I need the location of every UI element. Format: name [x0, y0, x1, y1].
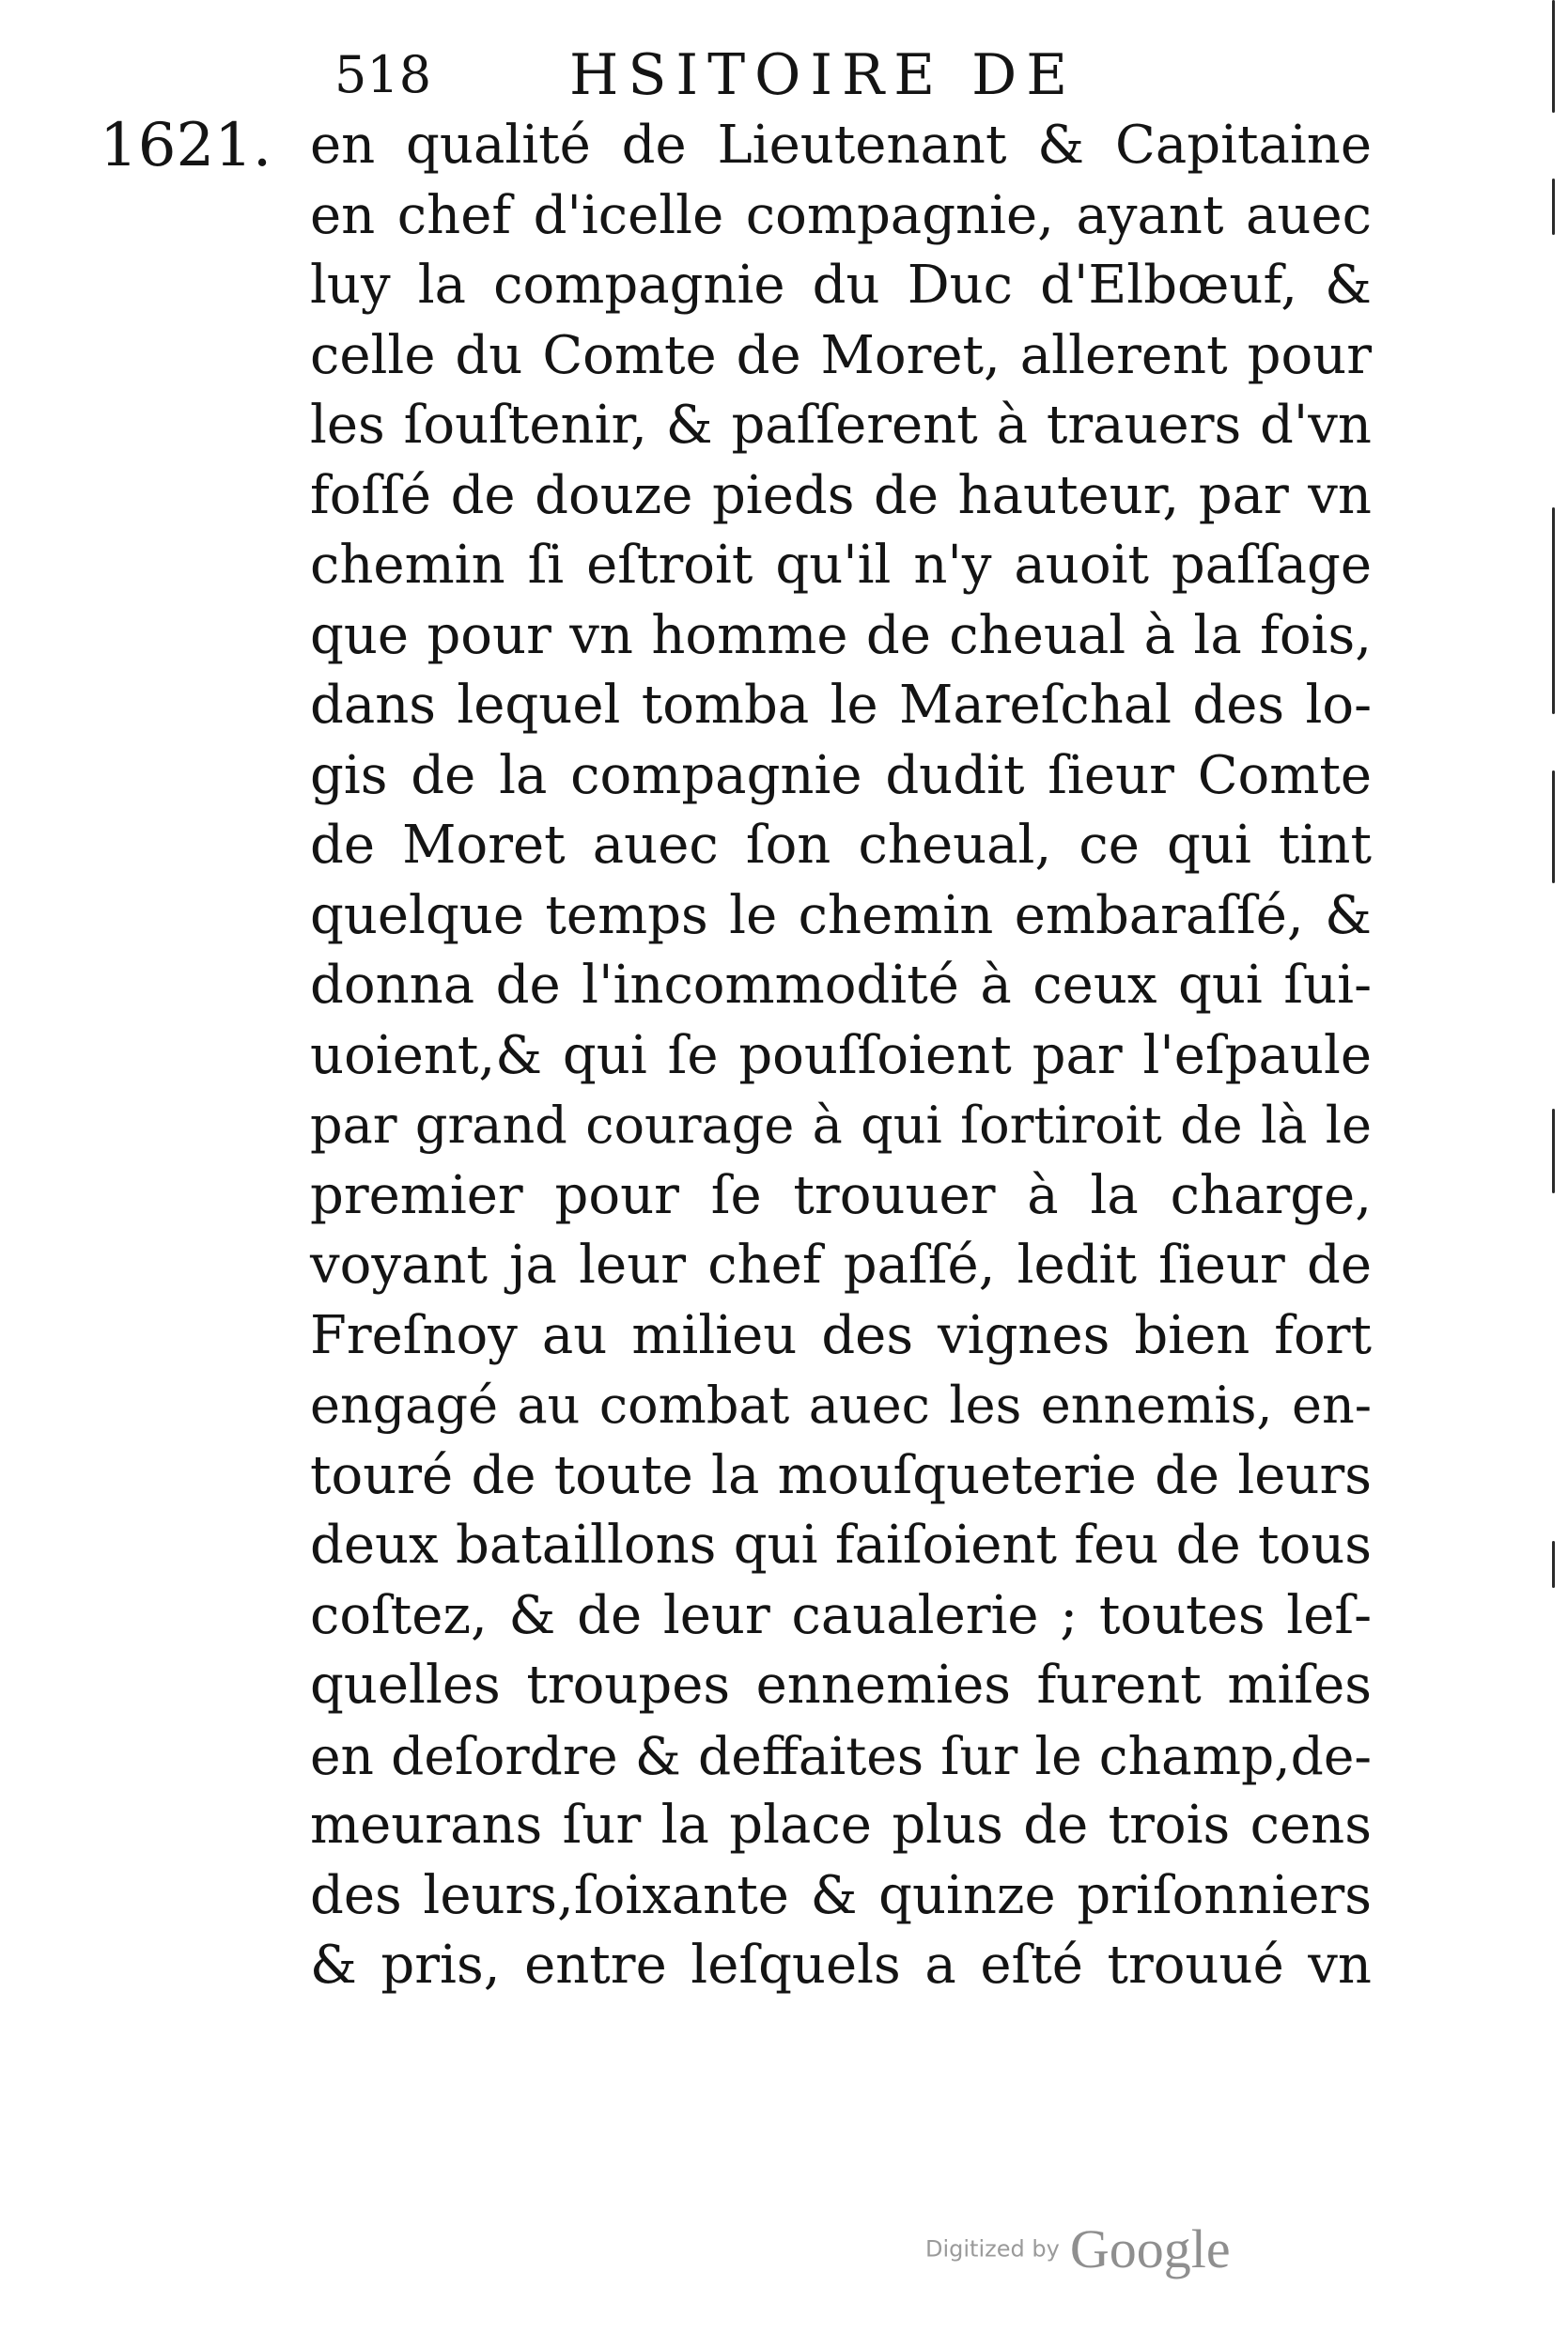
text-line: deux bataillons qui faiſoient feu de tous	[310, 1515, 1372, 1576]
text-line: les ſouſtenir, & paſſerent à trauers d'vn	[310, 395, 1372, 456]
google-logo: Google	[1069, 2218, 1231, 2279]
text-line: que pour vn homme de cheual à la fois,	[310, 604, 1372, 666]
text-line: celle du Comte de Moret, allerent pour	[310, 324, 1372, 386]
text-line: voyant ja leur chef paſſé, ledit ſieur de	[310, 1235, 1372, 1296]
text-line: meurans ſur la place plus de trois cens	[310, 1795, 1372, 1856]
text-line: luy la compagnie du Duc d'Elbœuf, &	[310, 255, 1372, 316]
text-line: en qualité de Lieutenant & Capitaine	[310, 115, 1372, 176]
text-line: Freſnoy au milieu des vignes bien fort	[310, 1304, 1372, 1366]
text-line: par grand courage à qui ſortiroit de là le	[310, 1096, 1372, 1155]
text-line: donna de l'incommodité à ceux qui ſui-	[310, 955, 1372, 1016]
margin-year-note: 1621.	[100, 111, 272, 180]
text-line: engagé au combat auec les ennemis, en-	[310, 1376, 1372, 1435]
digitization-watermark	[925, 2217, 1231, 2283]
page-edge-mark	[1552, 770, 1555, 883]
text-line: premier pour ſe trouuer à la charge,	[310, 1164, 1372, 1226]
page-edge-mark	[1552, 1109, 1555, 1193]
page-edge-mark	[1552, 507, 1555, 714]
text-line: en chef d'icelle compagnie, ayant auec	[310, 184, 1372, 246]
page-header	[334, 38, 1180, 113]
text-line: touré de toute la mouſqueterie de leurs	[310, 1444, 1372, 1506]
text-line: quelles troupes ennemies furent miſes	[310, 1655, 1372, 1716]
running-title: HSITOIRE DE	[569, 42, 1077, 108]
text-line: uoient,& qui ſe pouſſoient par l'eſpaule	[310, 1024, 1372, 1086]
text-line: des leurs,ſoixante & quinze priſonniers	[310, 1864, 1372, 1926]
text-line: & pris, entre leſquels a eſté trouué vn	[310, 1935, 1372, 1996]
text-line: en deſordre & deffaites ſur le champ,de-	[310, 1725, 1372, 1786]
text-line: dans lequel tomba le Mareſchal des lo-	[310, 675, 1372, 736]
page-edge-mark	[1552, 1541, 1555, 1588]
text-line: chemin ſi eſtroit qu'il n'y auoit paſſage	[310, 535, 1372, 596]
watermark-prefix: Digitized by	[925, 2235, 1060, 2263]
page-edge-mark	[1552, 0, 1555, 113]
text-line: de Moret auec ſon cheual, ce qui tint	[310, 815, 1372, 876]
text-line: coſtez, & de leur caualerie ; toutes leſ-	[310, 1584, 1372, 1646]
page-edge-mark	[1552, 179, 1555, 235]
text-line: quelque temps le chemin embaraſſé, &	[310, 884, 1372, 946]
body-text	[310, 111, 1372, 2001]
page-number: 518	[334, 45, 432, 104]
text-line: gis de la compagnie dudit ſieur Comte	[310, 744, 1372, 806]
text-line: foſſé de douze pieds de hauteur, par vn	[310, 464, 1372, 526]
